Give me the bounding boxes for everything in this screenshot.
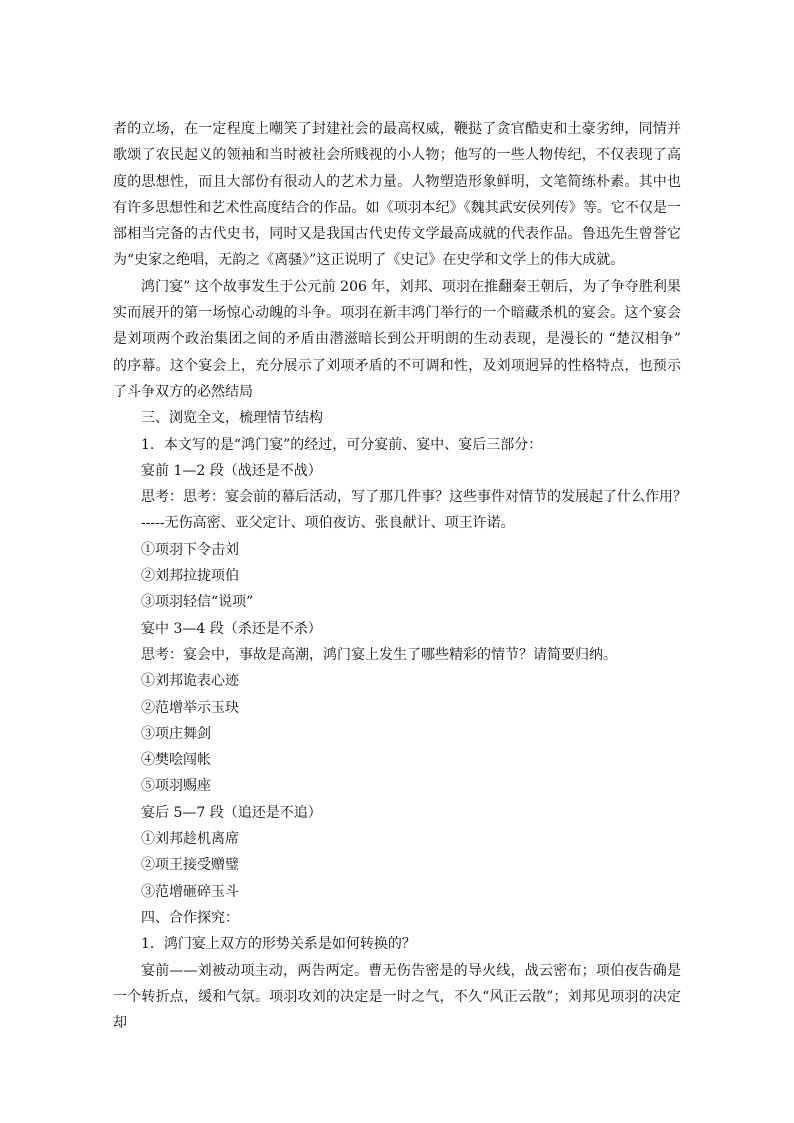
question-line: 1．本文写的是“鸿门宴”的经过，可分宴前、宴中、宴后三部分： — [141, 436, 543, 453]
document-body — [113, 116, 687, 1036]
list-item: ③范增砸碎玉斗 — [141, 883, 239, 900]
part-heading-before-banquet: 宴前 1—2 段（战还是不战） — [141, 462, 322, 479]
part-heading-during-banquet: 宴中 3—4 段（杀还是不杀） — [141, 620, 322, 637]
answer-line: -----无伤高密、亚父定计、项伯夜访、张良献计、项王许诺。 — [141, 515, 515, 532]
think-question-line: 思考：宴会中，事故是高潮，鸿门宴上发生了哪些精彩的情节？请简要归纳。 — [141, 646, 617, 663]
list-item: ④樊哙闯帐 — [141, 752, 211, 769]
think-question-line: 思考：思考：宴会前的幕后活动，写了那几件事？这些事件对情节的发展起了什么作用？ — [141, 489, 687, 506]
list-item: ①刘邦诡表心迹 — [141, 673, 239, 690]
list-item: ②项王接受赠璧 — [141, 857, 239, 874]
paragraph-shiji-evaluation: 者的立场，在一定程度上嘲笑了封建社会的最高权威，鞭挞了贪官酷吏和土豪劣绅，同情并歌颂了农民起义的领袖和当时被社会所贱视的小人物；他写的一些人物传纪，不仅表现了高度的思想性，而且大部份有很动人的艺术力量。人物塑造形象鲜明，文笔简练朴素。其中也有许多思想性和艺术性高度结合的作品。如《项羽本纪》《魏其武安侯列传》等。它不仅是一部相当完备的古代史书，同时又是我国古代史传文学最高成就的代表作品。鲁迅先生曾誉它为“史家之绝唱，无韵之《离骚》”这正说明了《史记》在史学和文学上的伟大成就。 — [113, 121, 681, 269]
list-item: ②范增举示玉玦 — [141, 699, 239, 716]
section-heading-plot-structure: 三、浏览全文，梳理情节结构 — [141, 410, 323, 427]
question-line: 1．鸿门宴上双方的形势关系是如何转换的？ — [141, 936, 416, 953]
list-item: ①刘邦趁机离席 — [141, 831, 239, 848]
list-item: ③项庄舞剑 — [141, 725, 211, 742]
list-item: ③项羽轻信“说项” — [141, 594, 254, 611]
section-heading-cooperative-inquiry: 四、合作探究： — [141, 909, 239, 926]
list-item: ⑤项羽赐座 — [141, 778, 211, 795]
list-item: ①项羽下令击刘 — [141, 541, 239, 558]
part-heading-after-banquet: 宴后 5—7 段（追还是不追） — [141, 804, 322, 821]
paragraph-situation-analysis: 宴前——刘被动项主动，两告两定。曹无伤告密是的导火线，战云密布；项伯夜告确是一个转折点，缓和气氛。项羽攻刘的决定是一时之气，不久“风正云散”；刘邦见项羽的决定却 — [113, 962, 681, 1032]
list-item: ②刘邦拉拢项伯 — [141, 568, 239, 585]
paragraph-hongmen-background: 鸿门宴” 这个故事发生于公元前 206 年，刘邦、项羽在推翻秦王朝后，为了争夺胜利果实而展开的第一场惊心动魄的斗争。项羽在新丰鸿门举行的一个暗藏杀机的宴会。这个宴会是刘项两个政治集团之间的矛盾由潜滋暗长到公开明朗的生动表现，是漫长的 “楚汉相争” 的序幕。这个宴会上，充分展示了刘项矛盾的不可调和性，及刘项迥异的性格特点，也预示了斗争双方的必然结局 — [113, 278, 681, 400]
